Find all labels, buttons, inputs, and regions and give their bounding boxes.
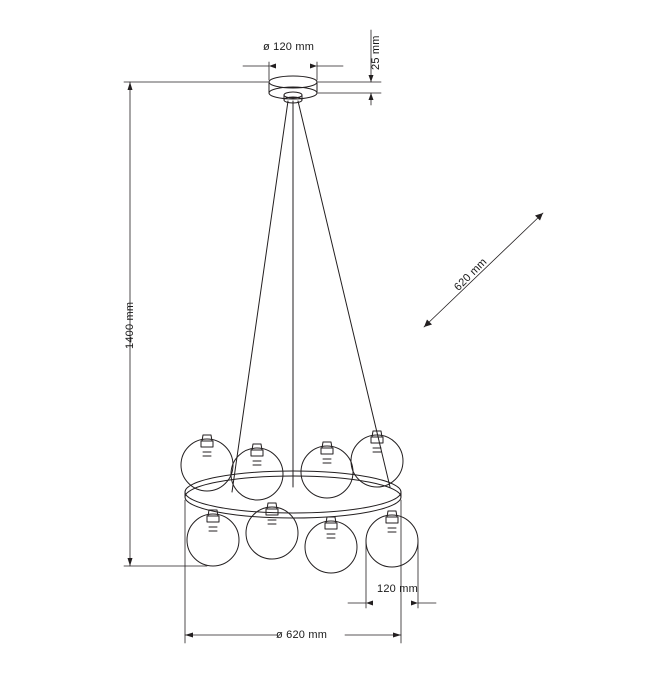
dimension-label-canopy-height: 25 mm (370, 35, 382, 70)
dimension-globe-diameter (348, 540, 436, 608)
dimension-label-globe-diameter: 120 mm (377, 583, 418, 595)
dimension-label-total-height: 1400 mm (124, 301, 136, 349)
dimension-canopy-diameter (243, 62, 343, 80)
globe-back-3 (301, 442, 353, 498)
dimension-ring-diameter (185, 500, 401, 643)
globe-front-1 (187, 510, 239, 566)
canopy-part (269, 76, 317, 103)
dimension-total-height (124, 82, 268, 566)
suspension-cables (232, 101, 390, 492)
globe-back-1 (181, 435, 233, 491)
dimension-label-ring-diameter: ø 620 mm (276, 629, 328, 641)
globe-front-4 (366, 511, 418, 567)
globe-front-3 (305, 517, 357, 573)
dimension-label-diagonal-span: 620 mm (452, 256, 490, 294)
dimension-label-canopy-diameter: ø 120 mm (263, 41, 315, 53)
